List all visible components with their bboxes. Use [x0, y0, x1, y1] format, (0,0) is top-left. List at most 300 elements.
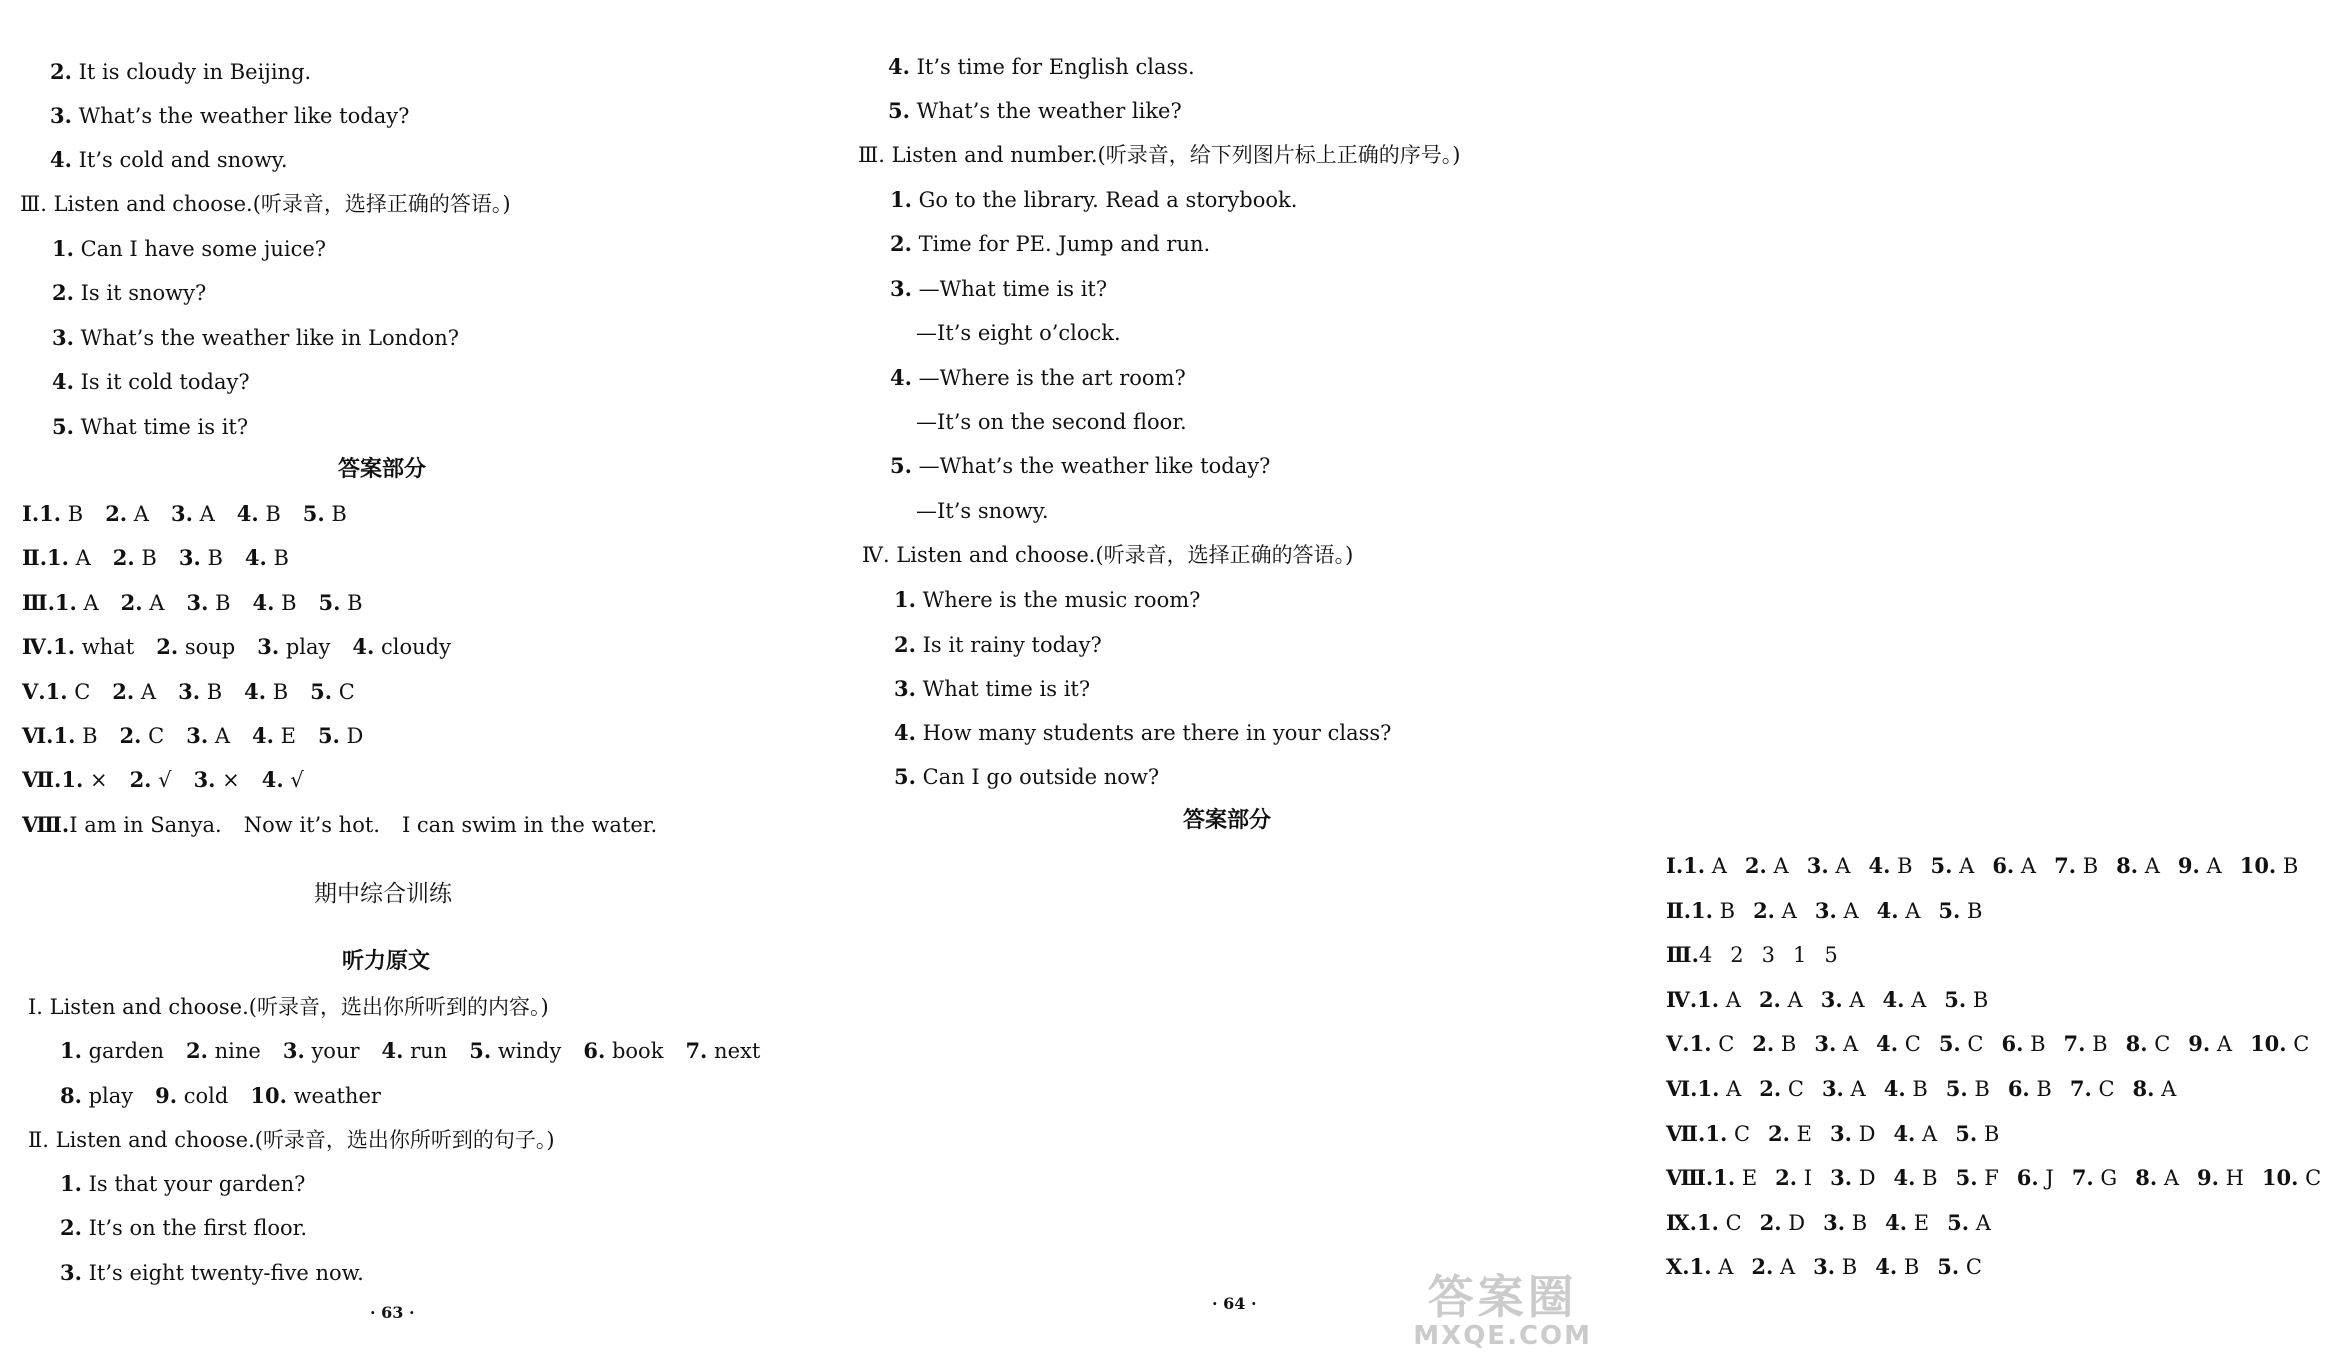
answer-item-value: √ [151, 768, 172, 793]
answer-item [1775, 1163, 1812, 1193]
answer-row-numeral: Ⅷ. [1666, 1165, 1714, 1191]
answer-item-number: 4. [1893, 1165, 1916, 1191]
answer-item-value: C [1959, 1255, 1982, 1280]
answer-item [53, 632, 134, 662]
answer-item [1813, 1252, 1857, 1282]
answer-item [1815, 896, 1859, 926]
answer-row [22, 632, 473, 662]
answer-item-value: A [1904, 987, 1927, 1012]
answer-item [1822, 1074, 1866, 1104]
answer-item-number: 6. [2016, 1165, 2039, 1191]
answer-item-number: 4. [1868, 853, 1891, 878]
answer-item [1931, 851, 1975, 881]
answer-item-number: 3. [178, 545, 201, 571]
answer-item-number: 5. [1937, 1254, 1960, 1280]
answer-item-value: your [304, 1039, 360, 1063]
answer-item [2250, 1029, 2309, 1059]
answer-item [252, 721, 296, 751]
answer-item [1762, 940, 1775, 970]
answer-row-numeral: Ⅱ. [22, 545, 48, 571]
left-answers-heading: 答案部分 [338, 456, 427, 482]
answer-item-value: what [75, 635, 135, 660]
answer-item-number: 5. [310, 678, 333, 704]
answer-item [1830, 1119, 1875, 1149]
answer-item [1759, 1074, 1804, 1104]
answer-item-value: A [142, 590, 165, 615]
answer-item-value: A [76, 590, 99, 615]
answer-row [1666, 1074, 2194, 1104]
answer-item-number: 2. [112, 545, 135, 571]
answer-item-value: C [2286, 1032, 2310, 1057]
answer-item-value: × [215, 768, 240, 793]
answer-item [1691, 896, 1735, 926]
s3-line-3: 3. —What time is it? [890, 276, 1108, 301]
answer-item [1938, 896, 1982, 926]
answer-item-number: 8. [60, 1083, 82, 1108]
answer-item-value: B [1977, 1121, 2000, 1146]
answer-item [2133, 1074, 2177, 1104]
answer-item [2002, 1029, 2046, 1059]
answer-item-number: 2. [1744, 853, 1767, 878]
answer-item-value: B [1905, 1077, 1928, 1101]
answer-item [171, 499, 215, 529]
answer-row-numeral: Ⅴ. [1666, 1031, 1690, 1057]
answer-item-value: Now it’s hot. [243, 812, 380, 837]
answer-item-number: 4. [251, 723, 274, 748]
right-answers-heading: 答案部分 [1183, 807, 1272, 833]
answer-item-value: E [1735, 1166, 1758, 1191]
answer-item-number: 1. [1691, 897, 1713, 923]
answer-item [179, 543, 223, 573]
answer-item-number: 3. [170, 501, 193, 526]
s1-heading: Ⅰ. Listen and choose.(听录音，选出你所听到的内容。) [28, 995, 549, 1019]
answer-item-value: A [1705, 854, 1727, 878]
s1-row-2 [60, 1081, 403, 1111]
answer-item [46, 677, 91, 707]
answer-item-value: A [2199, 854, 2222, 878]
answer-item-number: 4. [261, 767, 284, 793]
answer-item-value: cloudy [374, 635, 451, 660]
answer-row [1666, 1119, 2017, 1149]
answer-item-number: 2. [1759, 1209, 1782, 1235]
answer-item-value: B [1960, 898, 1983, 923]
answer-item [47, 543, 91, 573]
answer-item-value: 4 [1698, 943, 1713, 968]
answer-item [1697, 985, 1741, 1015]
answer-item-value: A [1775, 898, 1797, 923]
answer-item [1690, 1252, 1734, 1282]
answer-item-value: F [1977, 1166, 1999, 1191]
answer-item-number: 4. [1876, 1031, 1899, 1057]
answer-item [1824, 940, 1837, 970]
answer-item-number: 2. [120, 589, 143, 615]
answer-item-value: A [1842, 987, 1865, 1012]
answer-item-value: D [339, 724, 364, 748]
answer-item-number: 4. [236, 501, 259, 526]
answer-item [53, 721, 97, 751]
answer-item-number: 7. [2054, 853, 2077, 878]
answer-item-number: 9. [155, 1083, 178, 1108]
answer-item-number: 7. [2071, 1165, 2094, 1191]
answer-item-number: 3. [257, 634, 280, 660]
answer-item-value: A [2014, 854, 2037, 878]
answer-item-number: 1. [1713, 1165, 1736, 1191]
answer-item-value: A [1773, 1255, 1796, 1280]
answer-item-value: A [1915, 1121, 1938, 1146]
s3-line-4-answer: —It’s on the second floor. [916, 410, 1187, 434]
answer-item-number: 1. [1697, 1076, 1720, 1101]
answer-item-number: 2. [129, 767, 152, 793]
answer-item-number: 3. [193, 767, 216, 793]
answer-item-number: 2. [186, 1038, 208, 1063]
answer-item-value: weather [286, 1084, 381, 1108]
answer-item-value: A [1969, 1210, 1991, 1235]
answer-item [130, 765, 172, 795]
answer-item-value: G [2093, 1166, 2118, 1191]
answer-item-value: B [1774, 1032, 1797, 1057]
answer-row-numeral: Ⅳ. [22, 634, 54, 660]
answer-item [105, 499, 149, 529]
answer-item-value: B [61, 502, 84, 526]
sec3-item-4: 4. Is it cold today? [52, 369, 250, 394]
answer-item [319, 588, 363, 618]
answer-item [2017, 1163, 2054, 1193]
answer-item [1793, 940, 1806, 970]
answer-item [1876, 1029, 1921, 1059]
answer-item-value: B [200, 546, 223, 571]
answer-item-value: B [1712, 898, 1736, 923]
answer-item [194, 765, 240, 795]
answer-item-value: B [1890, 854, 1913, 878]
answer-item-number: 7. [685, 1038, 708, 1063]
answer-item-number: 5. [318, 589, 341, 615]
answer-row-numeral: Ⅳ. [1666, 986, 1698, 1012]
answer-item-value: B [1915, 1166, 1938, 1191]
right-top-line-4: 4. It’s time for English class. [888, 54, 1195, 79]
answer-item [1753, 896, 1797, 926]
answer-item-value: I can swim in the water. [401, 812, 658, 837]
right-page [800, 0, 2322, 1356]
answer-item [1939, 1029, 1984, 1059]
answer-row-numeral: Ⅰ. [1666, 853, 1684, 878]
watermark-logo [1413, 1272, 1592, 1350]
answer-item [262, 765, 304, 795]
answer-item-value: A [2138, 854, 2160, 878]
answer-item-value: play [279, 635, 331, 660]
answer-item-value: C [1960, 1032, 1984, 1057]
answer-item-number: 5. [1944, 986, 1967, 1012]
answer-item [245, 543, 289, 573]
answer-item-number: 1. [1689, 1031, 1712, 1057]
answer-item [1752, 1029, 1796, 1059]
answer-item-number: 4. [244, 678, 267, 704]
answer-item [55, 588, 99, 618]
answer-item [318, 721, 363, 751]
answer-item-value: A [1952, 854, 1975, 878]
answer-item-value: B [200, 679, 223, 704]
s4-item-3: 3. What time is it? [894, 676, 1091, 701]
answer-item-number: 1. [60, 1038, 82, 1063]
left-top-line-4: 4. It’s cold and snowy. [50, 147, 288, 172]
answer-item [1730, 940, 1743, 970]
answer-item [1699, 940, 1712, 970]
answer-item-value: B [258, 502, 281, 526]
answer-item [2197, 1163, 2244, 1193]
answer-item-number: 2. [1768, 1120, 1790, 1146]
answer-item-value: B [266, 546, 289, 571]
answer-item-value: C [141, 724, 165, 748]
answer-row [1666, 1163, 2339, 1193]
answer-item [2262, 1163, 2321, 1193]
answer-item-value: B [1897, 1255, 1920, 1280]
answer-item [1830, 1163, 1875, 1193]
answer-item-number: 5. [1938, 1031, 1961, 1057]
answer-item [310, 677, 355, 707]
answer-item [1823, 1208, 1867, 1238]
sec3-item-2: 2. Is it snowy? [52, 280, 207, 305]
answer-item-number: 4. [1883, 1076, 1906, 1101]
answer-item-value: A [127, 502, 149, 526]
answer-item [1751, 1252, 1795, 1282]
answer-item-value: D [1781, 1210, 1806, 1235]
answer-item [2008, 1074, 2052, 1104]
s3-line-3-answer: —It’s eight o’clock. [916, 321, 1121, 345]
answer-item-value: next [707, 1039, 761, 1063]
answer-item-number: 6. [1992, 853, 2015, 878]
sec3-item-3: 3. What’s the weather like in London? [52, 325, 460, 350]
answer-item-value: × [83, 768, 108, 793]
answer-item-value: B [274, 590, 297, 615]
answer-item-value: D [1851, 1121, 1876, 1146]
answer-item-value: book [605, 1039, 664, 1063]
answer-row-numeral: Ⅵ. [1666, 1076, 1698, 1101]
answer-item [1814, 1029, 1858, 1059]
answer-item-value: B [2029, 1077, 2052, 1101]
s4-item-2: 2. Is it rainy today? [894, 632, 1102, 657]
answer-item-number: 3. [1814, 1031, 1837, 1057]
answer-item [2116, 851, 2160, 881]
answer-item-value: A [1711, 1255, 1734, 1280]
answer-item [1885, 1208, 1929, 1238]
answer-item-value: C [2091, 1077, 2115, 1101]
answer-item-value: B [2076, 854, 2099, 878]
answer-row [1666, 1252, 2000, 1282]
answer-item-number: 6. [2001, 1031, 2024, 1057]
answer-item-number: 10. [2239, 853, 2277, 878]
answer-item-number: 4. [1875, 1254, 1898, 1280]
answer-row-numeral: Ⅷ. [22, 811, 70, 837]
answer-item-number: 10. [250, 1083, 287, 1108]
answer-row-numeral: Ⅲ. [22, 589, 55, 615]
answer-item-number: 8. [2135, 1165, 2158, 1191]
answer-item-value: B [1967, 1077, 1990, 1101]
answer-item-value: play [81, 1084, 134, 1108]
answer-item [155, 1081, 228, 1111]
answer-row-numeral: Ⅰ. [22, 501, 40, 526]
answer-item-number: 8. [2116, 853, 2139, 878]
answer-row-numeral: Ⅱ. [1666, 897, 1692, 923]
answer-item-number: 2. [112, 678, 135, 704]
answer-row [22, 677, 377, 707]
answer-item-value: B [2085, 1032, 2108, 1057]
answer-item [1690, 1029, 1735, 1059]
answer-item-value: B [324, 502, 347, 526]
answer-item-value: cold [177, 1084, 229, 1108]
left-top-line-3: 3. What’s the weather like today? [50, 103, 410, 128]
answer-item [1877, 896, 1921, 926]
answer-item [1705, 1119, 1750, 1149]
answer-item-number: 3. [1814, 897, 1837, 923]
answer-row-numeral: Ⅸ. [1666, 1209, 1697, 1235]
left-top-line-2: 2. It is cloudy in Beijing. [50, 59, 312, 84]
answer-item-value: I am in Sanya. [69, 812, 222, 837]
answer-item-value: A [68, 546, 91, 571]
answer-item [1992, 851, 2036, 881]
s4-item-4: 4. How many students are there in your class? [894, 720, 1392, 745]
answer-item-number: 5. [469, 1038, 492, 1063]
answer-item-value: C [2298, 1166, 2322, 1191]
answer-item-value: B [1835, 1255, 1858, 1280]
answer-row [22, 588, 385, 618]
s2-item-1: 1. Is that your garden? [60, 1171, 306, 1196]
answer-item [121, 588, 165, 618]
answer-item [2054, 851, 2098, 881]
answer-item [1946, 1074, 1990, 1104]
answer-item-value: C [1898, 1032, 1921, 1057]
answer-row [22, 499, 369, 529]
answer-item [2070, 1074, 2115, 1104]
answer-row-numeral: Ⅵ. [22, 723, 54, 748]
answer-item-value: H [2218, 1166, 2244, 1191]
answer-item-number: 1. [47, 545, 69, 571]
answer-item-number: 3. [1823, 1209, 1846, 1235]
answer-item [685, 1036, 760, 1066]
answer-item-value: B [75, 724, 98, 748]
answer-item-number: 2. [1751, 1254, 1774, 1280]
answer-item-value: C [2147, 1032, 2171, 1057]
s3-line-2: 2. Time for PE. Jump and run. [890, 231, 1211, 256]
answer-item [1884, 1074, 1928, 1104]
answer-item-value: B [266, 679, 289, 704]
answer-item [69, 810, 222, 840]
answer-item-number: 3. [178, 678, 201, 704]
answer-item-number: 2. [1753, 897, 1775, 923]
s4-item-5: 5. Can I go outside now? [894, 764, 1160, 789]
answer-item-number: 10. [2250, 1031, 2287, 1057]
answer-item-number: 3. [282, 1038, 305, 1063]
answer-item-number: 1. [53, 634, 76, 660]
answer-item-value: A [192, 502, 215, 526]
s3-line-1: 1. Go to the library. Read a storybook. [890, 187, 1298, 212]
s2-heading: Ⅱ. Listen and choose.(听录音，选出你所听到的句子。) [28, 1128, 555, 1152]
answer-item-value: C [332, 679, 355, 704]
answer-item-number: 1. [1696, 1209, 1719, 1235]
sec3-item-1: 1. Can I have some juice? [52, 236, 327, 261]
answer-item-value: A [2157, 1166, 2179, 1191]
answer-item [178, 677, 222, 707]
answer-item-number: 4. [1876, 897, 1899, 923]
answer-item [244, 677, 288, 707]
answer-row-numeral: Ⅶ. [22, 767, 62, 793]
answer-item-number: 1. [53, 723, 76, 748]
answer-item-value: garden [81, 1039, 165, 1063]
answer-row [1666, 1029, 2327, 1059]
answer-item-value: √ [283, 768, 304, 793]
answer-item [186, 1036, 261, 1066]
midterm-title: 期中综合训练 [314, 881, 452, 907]
s2-item-3: 3. It’s eight twenty-five now. [60, 1260, 364, 1285]
answer-item-value: C [1718, 1210, 1742, 1235]
answer-item-number: 5. [317, 723, 340, 748]
answer-item-value: B [208, 590, 231, 615]
s3-heading: Ⅲ. Listen and number.(听录音，给下列图片标上正确的序号。) [858, 143, 1461, 167]
s2-item-2: 2. It’s on the first floor. [60, 1215, 308, 1240]
answer-row [22, 765, 326, 795]
answer-row [22, 810, 679, 840]
answer-item-value: E [1907, 1210, 1930, 1235]
answer-item-value: A [1719, 987, 1741, 1012]
page-number-63: · 63 · [370, 1303, 415, 1322]
answer-item [237, 499, 281, 529]
answer-item [1807, 851, 1851, 881]
right-top-line-5: 5. What’s the weather like? [888, 98, 1182, 123]
answer-item [402, 810, 657, 840]
answer-item-number: 3. [186, 723, 209, 748]
answer-row-numeral: Ⅲ. [1666, 942, 1699, 968]
answer-item [1697, 1074, 1741, 1104]
answer-item-value: B [1966, 987, 1989, 1012]
answer-item-number: 1. [61, 767, 84, 793]
answer-item [2126, 1029, 2171, 1059]
answer-item-value: B [340, 590, 363, 615]
answer-row [22, 543, 311, 573]
answer-item-number: 1. [39, 501, 62, 526]
answer-item [1713, 1163, 1757, 1193]
answer-item-number: 6. [583, 1038, 606, 1063]
answer-item-value: B [1845, 1210, 1868, 1235]
answer-item [186, 721, 230, 751]
listening-heading: 听力原文 [342, 948, 431, 974]
answer-item-value: soup [178, 635, 236, 660]
answer-item-number: 8. [2125, 1031, 2148, 1057]
s3-line-5-answer: —It’s snowy. [916, 499, 1049, 523]
answer-item-number: 1. [1683, 853, 1706, 878]
answer-item-value: A [1719, 1077, 1742, 1101]
answer-item-number: 2. [1775, 1165, 1798, 1191]
answer-item [120, 721, 165, 751]
answer-row-numeral: Ⅶ. [1666, 1120, 1706, 1146]
answer-item-number: 2. [1758, 986, 1781, 1012]
answer-item [382, 1036, 448, 1066]
answer-item-number: 2. [156, 634, 179, 660]
answer-item [1868, 851, 1912, 881]
answer-item-number: 4. [352, 634, 375, 660]
answer-item-number: 3. [1820, 986, 1843, 1012]
answer-item [1956, 1163, 1999, 1193]
answer-item [1947, 1208, 1991, 1238]
answer-item-number: 3. [1813, 1254, 1836, 1280]
answer-item-value: nine [207, 1039, 261, 1063]
answer-item [257, 632, 330, 662]
answer-item-value: windy [491, 1039, 562, 1063]
answer-item-value: B [134, 546, 157, 571]
answer-item-value: 1 [1793, 943, 1807, 968]
answer-item-number: 1. [1697, 986, 1720, 1012]
answer-item-value: B [2023, 1032, 2046, 1057]
answer-item [283, 1036, 360, 1066]
answer-item-number: 1. [1705, 1120, 1728, 1146]
sec3-heading: Ⅲ. Listen and choose.(听录音，选择正确的答语。) [20, 192, 511, 216]
